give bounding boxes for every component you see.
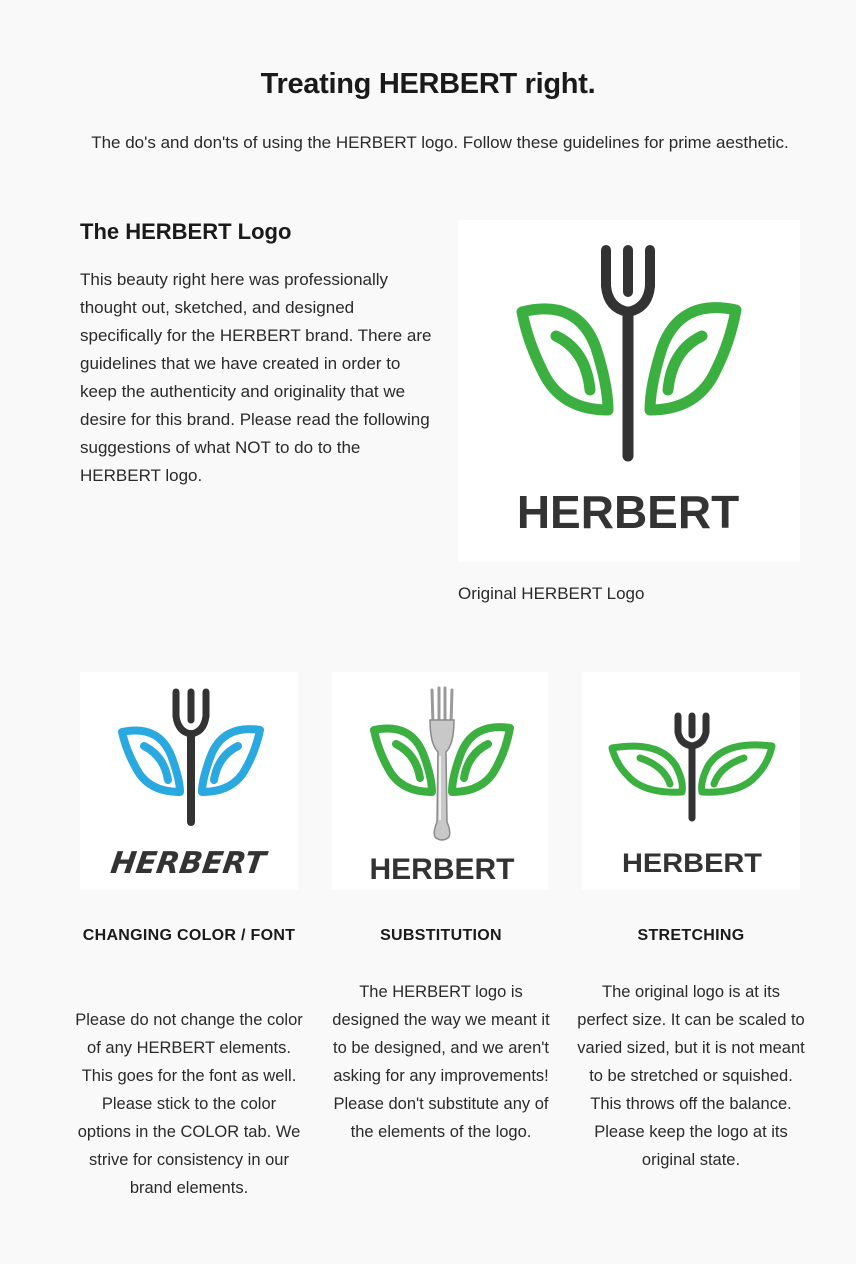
page-subtitle: The do's and don'ts of using the HERBERT logo. Follow these guidelines for prime aesthetic.: [91, 133, 789, 152]
logo-section-heading: The HERBERT Logo: [80, 219, 292, 244]
color-font-logo-image: [80, 672, 298, 890]
logo-wordmark: HERBERT: [108, 846, 268, 881]
card-title: SUBSTITUTION: [380, 927, 502, 944]
logo-section-body: This beauty right here was professionally thought out, sketched, and designed specifically for the HERBERT brand. There are guidelines that we have created in order to keep the authenticity and originality that we desire for this brand. Please read the following suggestions of what NOT to do to the HERBERT logo.: [80, 270, 432, 485]
card-body: The HERBERT logo is designed the way we meant it to be designed, and we aren't asking for any improvements! Please don't substitute any of the elements of the logo.: [332, 983, 550, 1141]
card-body: Please do not change the color of any HERBERT elements. This goes for the font as well. Please stick to the color options in the COLOR tab. We strive for consistency in our brand elements.: [75, 1011, 303, 1197]
logo-wordmark: HERBERT: [369, 853, 515, 886]
blue-herbert-logo-icon: [80, 672, 298, 890]
stretching-logo-image: [582, 672, 800, 890]
original-logo-caption: Original HERBERT Logo: [458, 584, 645, 603]
original-logo-image: [458, 220, 800, 562]
card-changing-color-font: [75, 672, 303, 1197]
herbert-logo-icon: [458, 220, 800, 562]
silver-fork-icon: [430, 688, 454, 840]
card-body: The original logo is at its perfect size. It can be scaled to varied sized, but it is not meant to be stretched or squished. This throws off the balance. Please keep the logo at its original state.: [577, 983, 805, 1169]
card-substitution: [332, 672, 550, 1141]
logo-wordmark: HERBERT: [622, 848, 763, 878]
card-title: CHANGING COLOR / FONT: [82, 927, 296, 944]
logo-wordmark: HERBERT: [516, 486, 740, 538]
stretched-herbert-logo-icon: [582, 672, 800, 890]
card-stretching: [577, 672, 805, 1169]
substituted-fork-logo-icon: [332, 672, 548, 890]
page-title: Treating HERBERT right.: [260, 68, 596, 100]
card-title: STRETCHING: [637, 927, 745, 944]
substitution-logo-image: [332, 672, 548, 890]
